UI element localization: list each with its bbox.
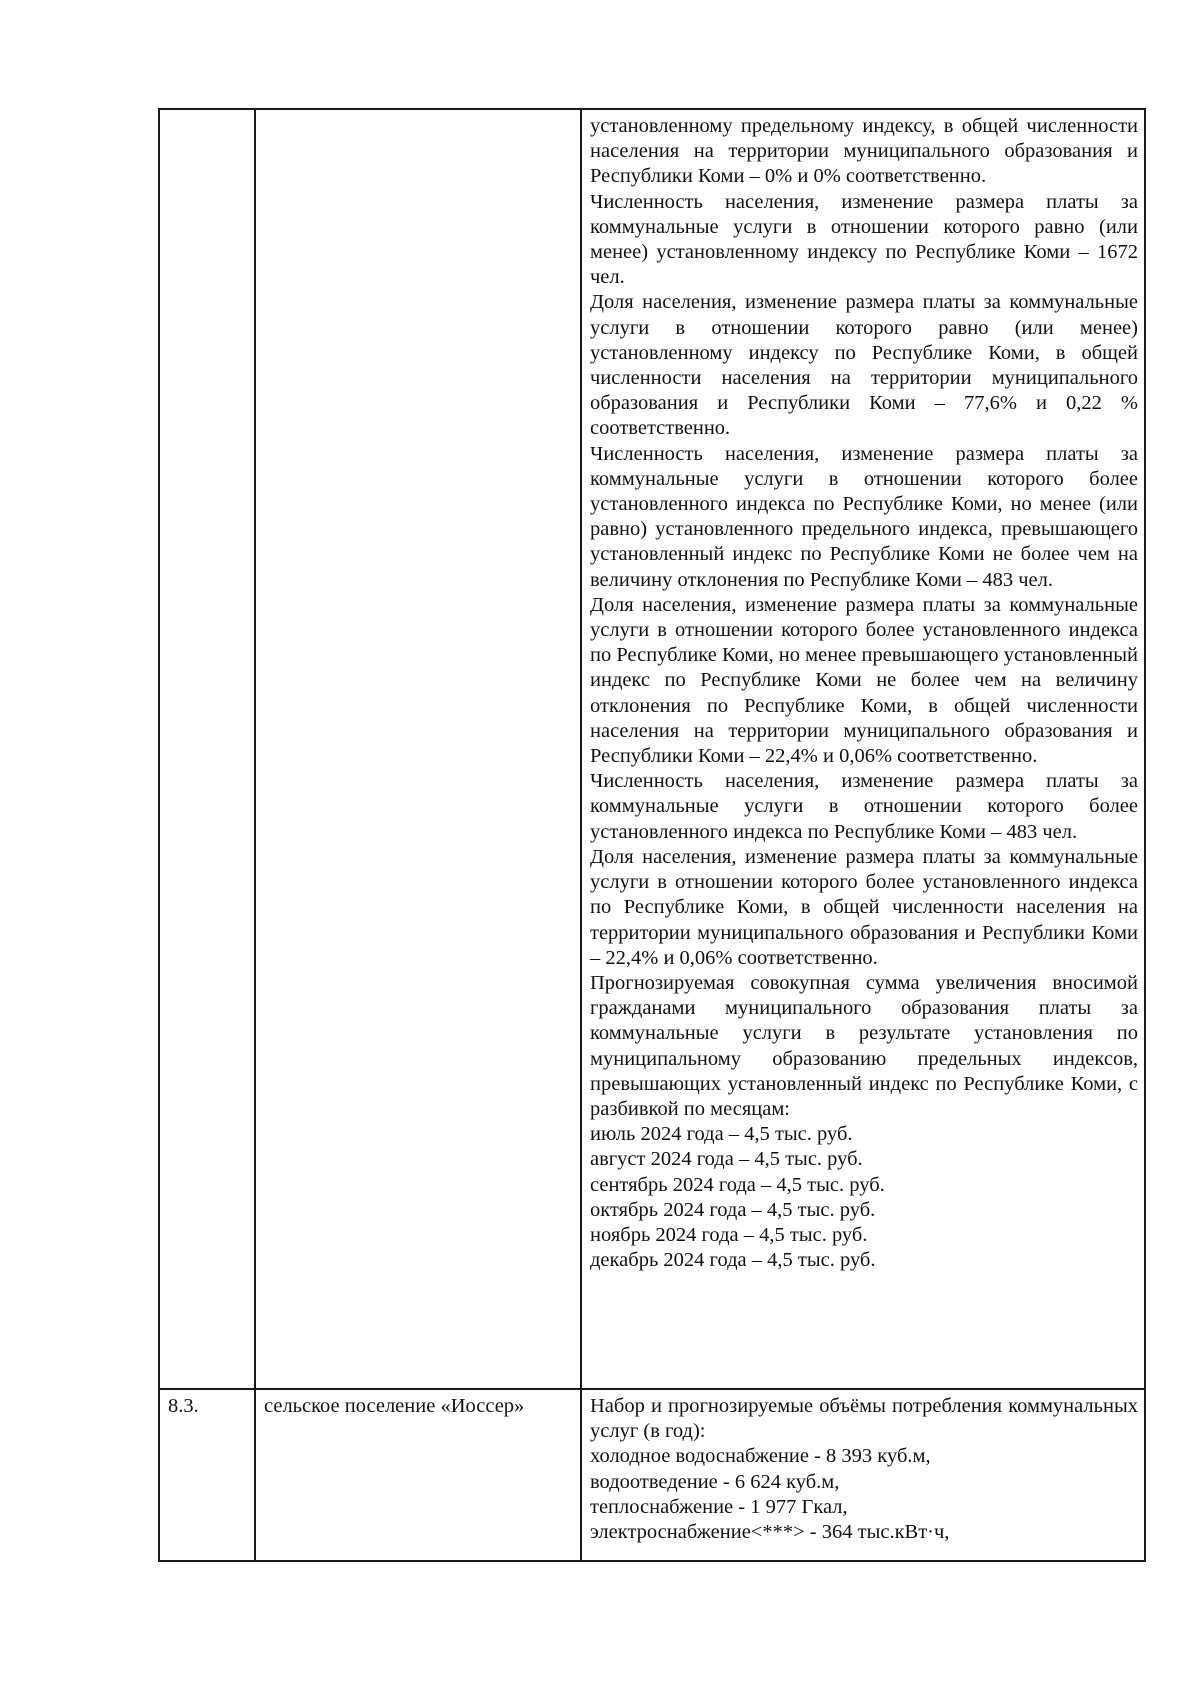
month-line-august: август 2024 года – 4,5 тыс. руб.	[590, 1148, 863, 1171]
consumption-line-cold-water: холодное водоснабжение - 8 393 куб.м,	[590, 1445, 931, 1468]
row-number-cell: 8.3.	[159, 1389, 255, 1561]
consumption-line-heating: теплоснабжение - 1 977 Гкал,	[590, 1495, 848, 1518]
consumption-line-electricity: электроснабжение<***> - 364 тыс.кВт·ч,	[590, 1521, 950, 1544]
paragraph-population-above-index: Численность населения, изменение размера платы за коммунальные услуги в отношении которого более установленного индекса по Республике Коми – 483 чел.	[590, 770, 1138, 843]
paragraph-share-above-index: Доля населения, изменение размера платы за коммунальные услуги в отношении которого более установленного индекса по Республике Коми, в общей численности населения на территории муниципального образования и Республики Коми – 22,4% и 0,06% соответственно.	[590, 845, 1138, 969]
month-line-september: сентябрь 2024 года – 4,5 тыс. руб.	[590, 1173, 885, 1196]
month-line-october: октябрь 2024 года – 4,5 тыс. руб.	[590, 1198, 876, 1221]
document-table	[158, 108, 1146, 1562]
municipality-name-cell	[255, 109, 581, 1389]
paragraph-forecast-sum: Прогнозируемая совокупная сумма увеличения вносимой гражданами муниципального образования платы за коммунальные услуги в результате установления по муниципальному образованию предельных индексов, превышающих установленный индекс по Республике Коми, с разбивкой по месяцам:	[590, 971, 1138, 1120]
consumption-line-sewerage: водоотведение - 6 624 куб.м,	[590, 1470, 840, 1493]
paragraph-share-equal-index: Доля населения, изменение размера платы за коммунальные услуги в отношении которого равно (или менее) установленному индексу по Республике Коми, в общей численности населения на территории муниципального образования и Республики Коми – 77,6% и 0,22 % соответственно.	[590, 291, 1138, 440]
description-cell	[581, 109, 1145, 1389]
municipality-name-cell: сельское поселение «Иоссер»	[255, 1389, 581, 1561]
description-cell	[581, 1389, 1145, 1561]
table-row	[159, 109, 1145, 1389]
month-line-december: декабрь 2024 года – 4,5 тыс. руб.	[590, 1249, 876, 1272]
paragraph-share-within-deviation: Доля населения, изменение размера платы за коммунальные услуги в отношении которого более установленного индекса по Республике Коми, но менее превышающего установленный индекс по Республике Коми не более чем на величину отклонения по Республике Коми, в общей численности населения на территории муниципального образования и Республики Коми – 22,4% и 0,06% соответственно.	[590, 593, 1138, 768]
paragraph-consumption-intro: Набор и прогнозируемые объёмы потребления коммунальных услуг (в год):	[590, 1395, 1138, 1443]
month-line-july: июль 2024 года – 4,5 тыс. руб.	[590, 1123, 853, 1146]
paragraph-population-within-deviation: Численность населения, изменение размера платы за коммунальные услуги в отношении которого более установленного индекса по Республике Коми, но менее (или равно) установленного предельного индекса, превышающего установленный индекс по Республике Коми не более чем на величину отклонения по Республике Коми – 483 чел.	[590, 442, 1138, 591]
paragraph-share-above-limit-end: установленному предельному индексу, в общей численности населения на территории муниципального образования и Республики Коми – 0% и 0% соответственно.	[590, 115, 1138, 188]
paragraph-population-equal-index: Численность населения, изменение размера платы за коммунальные услуги в отношении которого равно (или менее) установленному индексу по Республике Коми – 1672 чел.	[590, 190, 1138, 289]
row-number-cell	[159, 109, 255, 1389]
table-row	[159, 1389, 1145, 1561]
month-line-november: ноябрь 2024 года – 4,5 тыс. руб.	[590, 1223, 868, 1246]
